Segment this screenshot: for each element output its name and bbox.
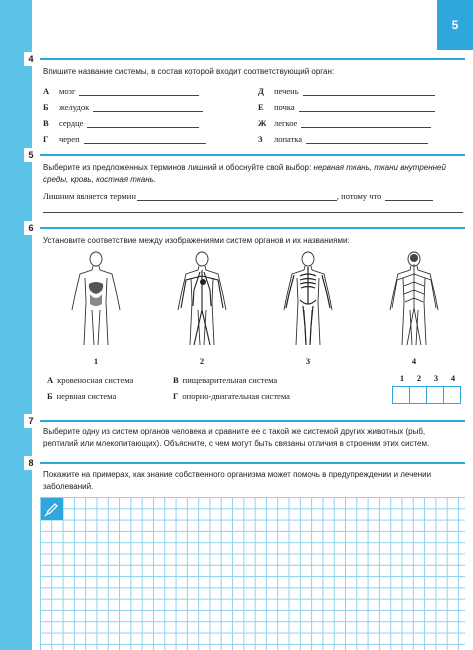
answer-cell-1[interactable] (392, 386, 410, 404)
pencil-icon (41, 498, 63, 520)
q4-item-b: Б желудок (43, 102, 203, 112)
q6-instruction: Установите соответствие между изображениями систем органов и их названиями: (43, 236, 350, 245)
q4-item-e: Д печень (258, 86, 435, 96)
answer-cell-4[interactable] (443, 386, 461, 404)
answer-cell-3[interactable] (426, 386, 444, 404)
q4-answer-f[interactable] (299, 102, 435, 112)
q5-term-field[interactable] (137, 191, 337, 201)
q4-item-d: Г череп (43, 134, 206, 144)
q5-terms: нервная ткань, ткани внутренней среды, кровь, костная ткань. (43, 163, 446, 184)
answer-header-3: 3 (433, 373, 439, 383)
page-number: 5 (437, 0, 473, 50)
q5-reason-field[interactable] (385, 191, 433, 201)
circulatory-system-figure (172, 250, 232, 350)
q5-divider (40, 154, 465, 156)
answer-cell-2[interactable] (409, 386, 427, 404)
q4-answer-b[interactable] (93, 102, 203, 112)
left-sidebar (0, 0, 32, 650)
q6-option-b: Б нервная система (47, 391, 117, 401)
answer-header-4: 4 (450, 373, 456, 383)
q7-text: Выберите одну из систем органов человека и сравните ее с такой же системой других животных (рыб, рептилий или млекопитающих). Объясните, с чем могут быть связаны отличия в строении этих систем. (43, 427, 430, 448)
q5-sentence: Лишним является термин , потому что (43, 191, 433, 201)
q4-answer-h[interactable] (306, 134, 428, 144)
q4-instruction: Впишите название системы, в состав которой входит соответствующий орган: (43, 67, 335, 76)
q8-text: Покажите на примерах, как знание собственного организма может помочь в предупреждении и лечении заболеваний. (43, 470, 432, 491)
q4-answer-e[interactable] (303, 86, 435, 96)
q6-divider (40, 227, 465, 229)
q4-item-a: А мозг (43, 86, 199, 96)
q5-instruction: Выберите из предложенных терминов лишний и обоснуйте свой выбор: нервная ткань, ткани внутренней среды, кровь, костная ткань. (43, 163, 446, 184)
q4-item-f: Е почка (258, 102, 435, 112)
q8-number: 8 (24, 456, 38, 470)
answer-grid (393, 386, 461, 404)
q4-answer-c[interactable] (87, 118, 199, 128)
q4-number: 4 (24, 52, 38, 66)
nervous-system-figure (384, 250, 444, 350)
q6-option-d: Г опорно-двигательная система (173, 391, 290, 401)
figure-label-1: 1 (93, 356, 99, 366)
digestive-system-figure (66, 250, 126, 350)
figure-label-2: 2 (199, 356, 205, 366)
q5-reason-line[interactable] (43, 212, 463, 213)
answer-header-2: 2 (416, 373, 422, 383)
q7-divider (40, 420, 465, 422)
q8-divider (40, 462, 465, 464)
q4-item-g: Ж легкое (258, 118, 431, 128)
skeletal-system-figure (278, 250, 338, 350)
q6-option-c: В пищеварительная система (173, 375, 278, 385)
answer-header-1: 1 (399, 373, 405, 383)
q4-item-h: З лопатка (258, 134, 428, 144)
q4-answer-a[interactable] (79, 86, 199, 96)
q7-number: 7 (24, 414, 38, 428)
q4-divider (40, 58, 465, 60)
q5-number: 5 (24, 148, 38, 162)
q4-answer-g[interactable] (301, 118, 431, 128)
figure-label-3: 3 (305, 356, 311, 366)
q4-answer-d[interactable] (84, 134, 206, 144)
q4-item-c: В сердце (43, 118, 199, 128)
q6-number: 6 (24, 221, 38, 235)
q6-option-a: А кровеносная система (47, 375, 134, 385)
answer-grid-area[interactable] (40, 497, 465, 650)
figure-label-4: 4 (411, 356, 417, 366)
